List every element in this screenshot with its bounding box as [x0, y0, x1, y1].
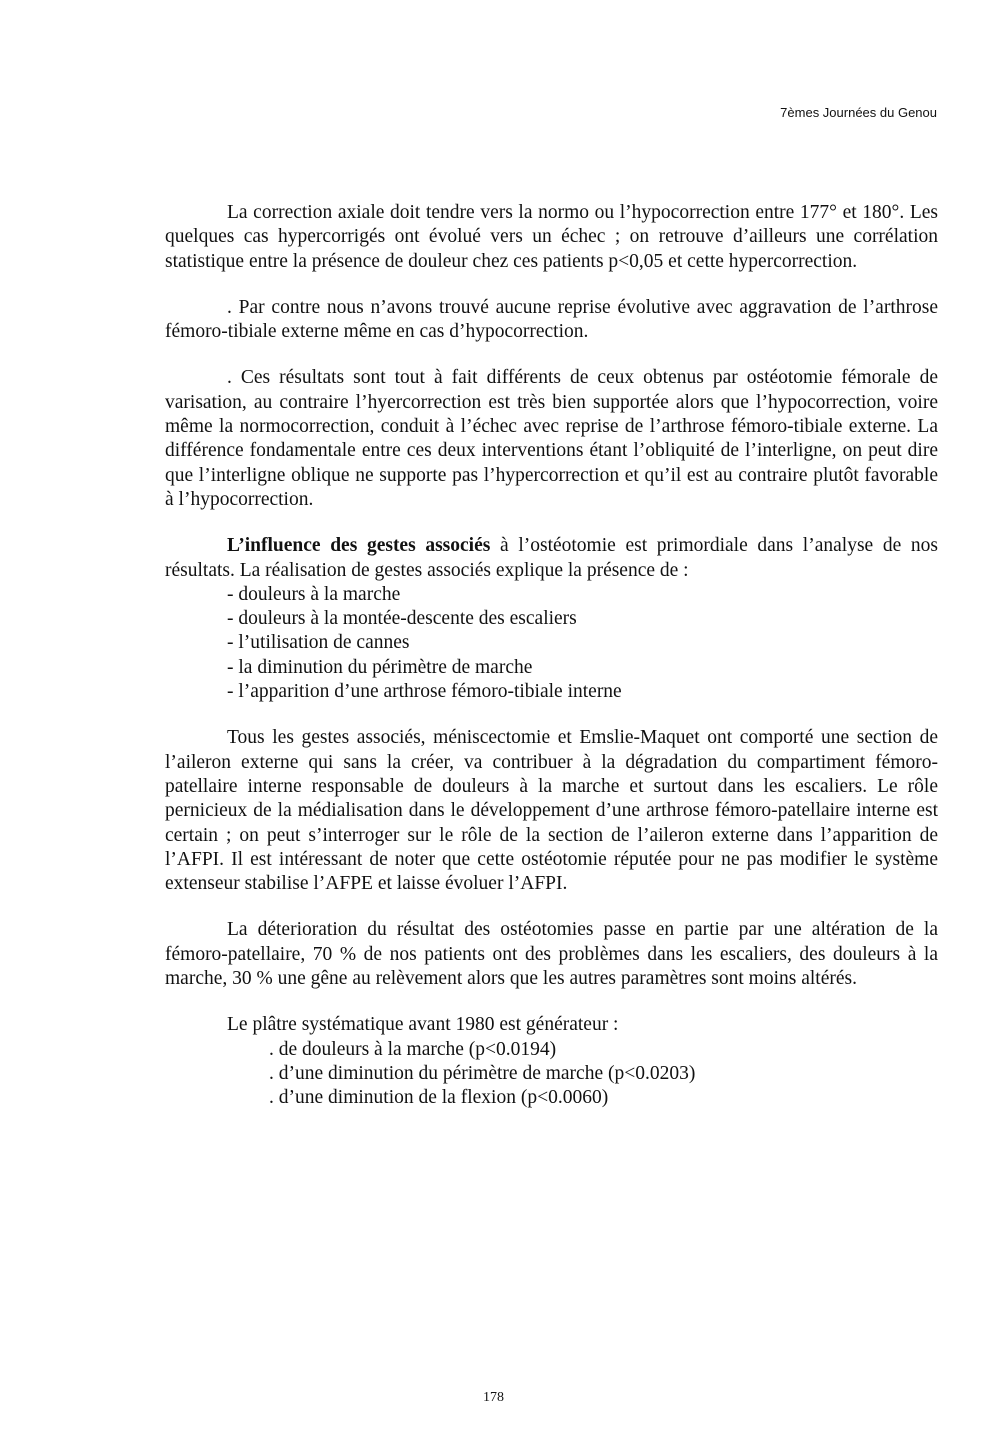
list-item: . d’une diminution de la flexion (p<0.0060) — [269, 1087, 609, 1109]
symptom-list — [165, 583, 938, 704]
list-item: - l’utilisation de cannes — [227, 632, 410, 654]
paragraph-axial-correction: La correction axiale doit tendre vers la normo ou l’hypocorrection entre 177° et 180°. Les quelques cas hypercorrigés ont évolué vers un échec ; on retrouve d’ailleurs une corrélation statistique entre la présence de douleur chez ces patients p<0,05 et cette hypercorrection. — [165, 202, 938, 272]
paragraph-cast: Le plâtre systématique avant 1980 est générateur : — [227, 1014, 619, 1036]
cast-effects-list — [165, 1038, 938, 1111]
paragraph-lateral-retinaculum: Tous les gestes associés, méniscectomie et Emslie-Maquet ont comporté une section de l’aileron externe qui sans la créer, va contribuer à la dégradation du compartiment fémoro-patellaire interne responsable de douleurs à la marche et surtout dans les escaliers. Le rôle pernicieux de la médialisation dans le développement d’une arthrose fémoro-patellaire interne est certain ; on peut s’interroger sur le rôle de la section de l’aileron externe dans l’apparition de l’AFPI. Il est intéressant de noter que cette ostéotomie réputée pour ne pas modifier le système extenseur stabilise l’AFPE et laisse évoluer l’AFPI. — [165, 727, 938, 895]
list-item: . de douleurs à la marche (p<0.0194) — [269, 1038, 557, 1060]
list-item: . d’une diminution du périmètre de marche (p<0.0203) — [269, 1062, 696, 1084]
paragraph-no-evolutive-recurrence: . Par contre nous n’avons trouvé aucune reprise évolutive avec aggravation de l’arthrose fémoro-tibiale externe même en cas d’hypocorrection. — [165, 296, 938, 343]
list-item: - l’apparition d’une arthrose fémoro-tibiale interne — [227, 681, 622, 703]
running-header: 7èmes Journées du Genou — [780, 105, 937, 120]
list-item: - douleurs à la marche — [227, 583, 401, 605]
associated-gestures-heading: L’influence des gestes associés — [227, 535, 491, 557]
list-item: - la diminution du périmètre de marche — [227, 656, 533, 678]
associated-gestures-text: à l’ostéotomie est primordiale dans l’analyse de nos résultats. La réalisation de gestes associés explique la présence de : — [165, 535, 939, 581]
page-number: 178 — [483, 1390, 504, 1405]
body-text — [165, 201, 938, 1111]
list-item: - douleurs à la montée-descente des escaliers — [227, 608, 577, 630]
paragraph-femoral-osteotomy-comparison: . Ces résultats sont tout à fait différents de ceux obtenus par ostéotomie fémorale de varisation, au contraire l’hyercorrection est très bien supportée alors que l’hypocorrection, voire même la normocorrection, conduit à l’échec avec reprise de l’arthrose fémoro-tibiale externe. La différence fondamentale entre ces deux interventions étant l’obliquité de l’interligne, on peut dire que l’interligne oblique ne supporte pas l’hypercorrection et qu’il est au contraire plutôt favorable à l’hypocorrection. — [165, 367, 938, 510]
paragraph-deterioration: La déterioration du résultat des ostéotomies passe en partie par une altération de la fémoro-patellaire, 70 % de nos patients ont des problèmes dans les escaliers, des douleurs à la marche, 30 % une gêne au relèvement alors que les autres paramètres sont moins altérés. — [165, 919, 938, 990]
paragraph-associated-gestures — [165, 534, 938, 583]
